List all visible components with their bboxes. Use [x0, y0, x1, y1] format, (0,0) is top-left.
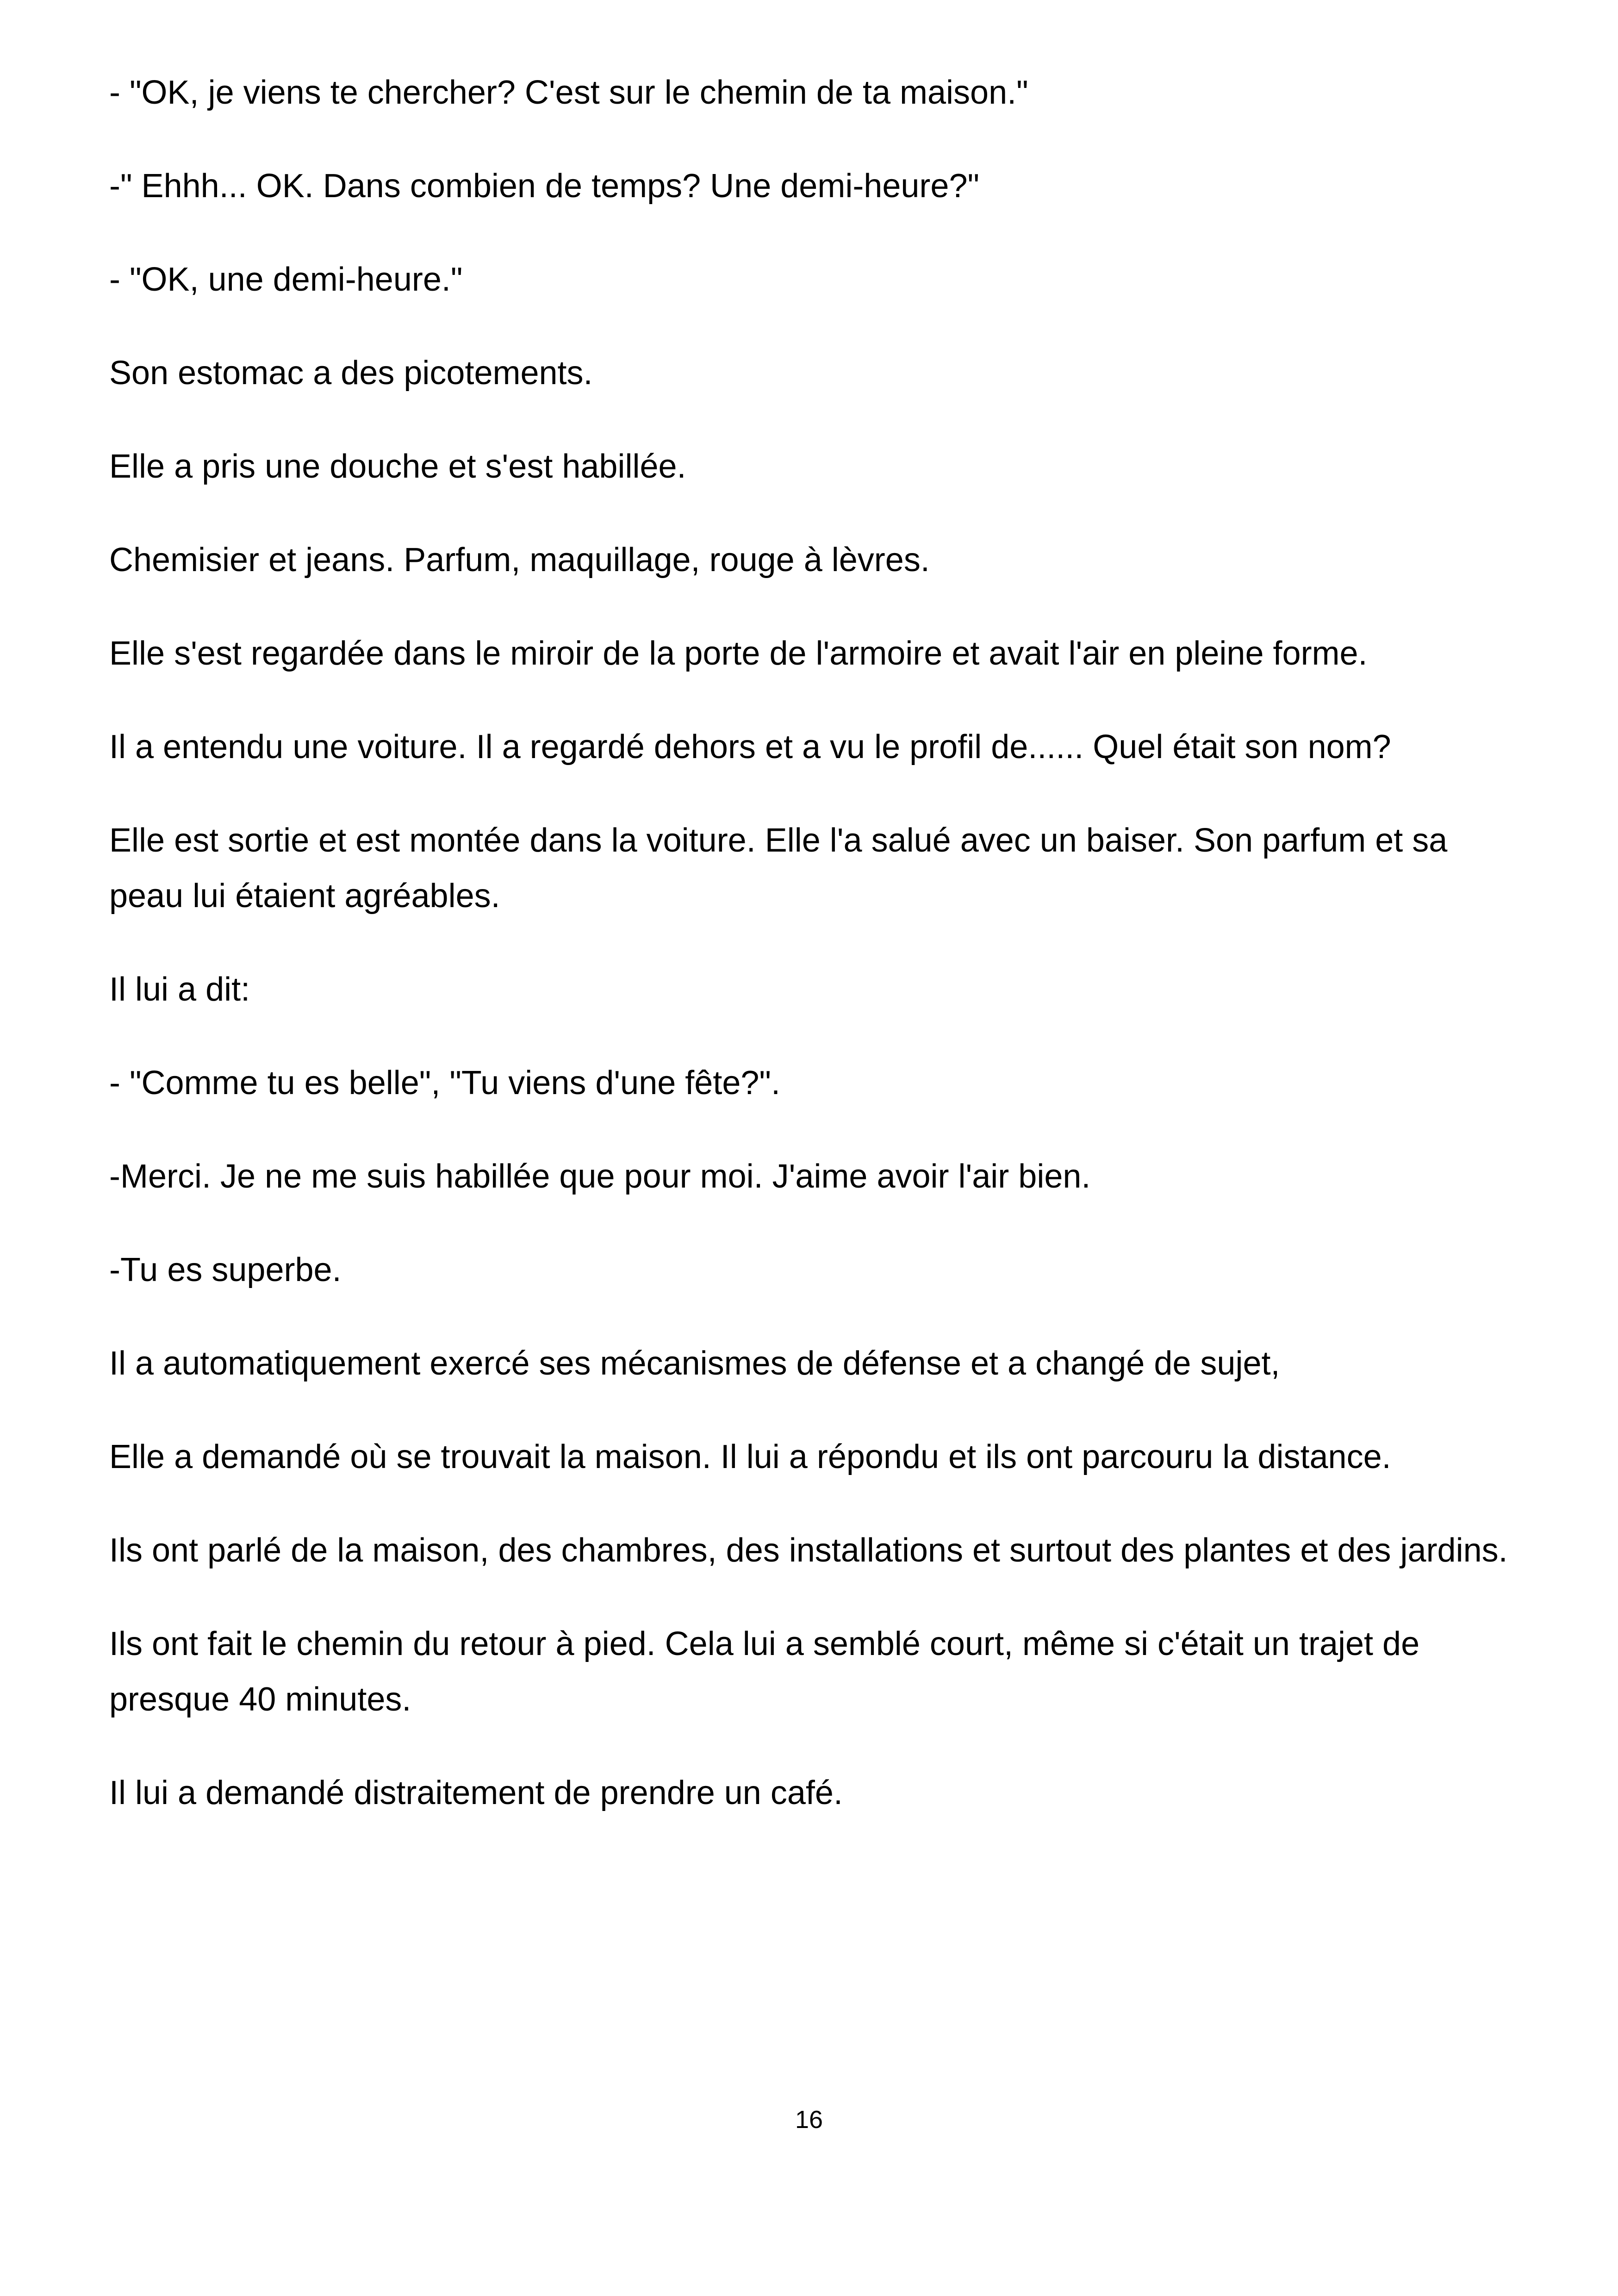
paragraph-13: -Tu es superbe. [109, 1251, 342, 1288]
paragraph-12: -Merci. Je ne me suis habillée que pour moi. J'aime avoir l'air bien. [109, 1158, 1091, 1195]
paragraph-7: Elle s'est regardée dans le miroir de la porte de l'armoire et avait l'air en pleine forme. [109, 635, 1368, 672]
paragraph-2: -" Ehhh... OK. Dans combien de temps? Une demi-heure?" [109, 168, 980, 205]
paragraph-18: Il lui a demandé distraitement de prendre un café. [109, 1774, 843, 1811]
paragraph-5: Elle a pris une douche et s'est habillée. [109, 448, 686, 485]
paragraph-3: - "OK, une demi-heure." [109, 261, 463, 298]
paragraph-11: - "Comme tu es belle", "Tu viens d'une fête?". [109, 1064, 780, 1101]
paragraph-16: Ils ont parlé de la maison, des chambres, des installations et surtout des plantes et des jardins. [109, 1532, 1508, 1569]
page-number: 16 [795, 2106, 823, 2134]
paragraph-1: - "OK, je viens te chercher? C'est sur le chemin de ta maison." [109, 74, 1028, 111]
paragraph-10: Il lui a dit: [109, 971, 250, 1008]
paragraph-6: Chemisier et jeans. Parfum, maquillage, rouge à lèvres. [109, 541, 930, 579]
paragraph-4: Son estomac a des picotements. [109, 355, 593, 392]
paragraph-15: Elle a demandé où se trouvait la maison. Il lui a répondu et ils ont parcouru la distance. [109, 1438, 1391, 1475]
paragraph-9: Elle est sortie et est montée dans la voiture. Elle l'a salué avec un baiser. Son parfum et sa peau lui étaient agréables. [109, 822, 1448, 915]
body-text [109, 65, 1525, 1859]
paragraph-14: Il a automatiquement exercé ses mécanismes de défense et a changé de sujet, [109, 1345, 1280, 1382]
paragraph-17: Ils ont fait le chemin du retour à pied. Cela lui a semblé court, même si c'était un trajet de presque 40 minutes. [109, 1625, 1420, 1718]
paragraph-8: Il a entendu une voiture. Il a regardé dehors et a vu le profil de...... Quel était son nom? [109, 728, 1391, 765]
